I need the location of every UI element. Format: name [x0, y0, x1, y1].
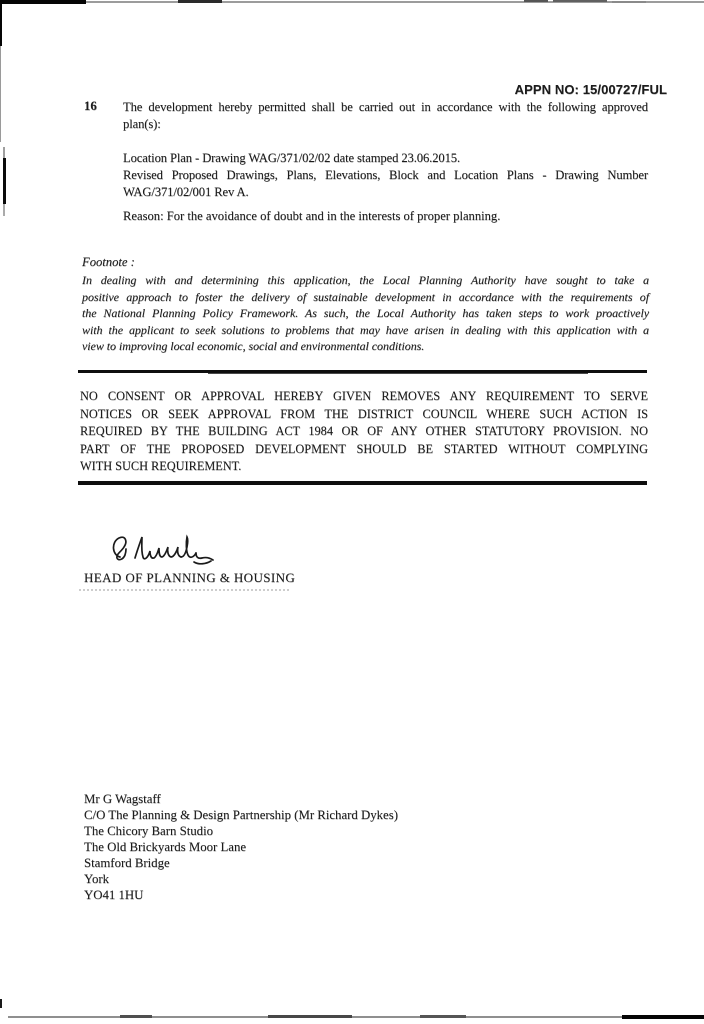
signatory-title: HEAD OF PLANNING & HOUSING — [84, 570, 296, 585]
condition-number: 16 — [84, 99, 97, 113]
footnote-line: with the applicant to seek solutions to problems that may have arisen in dealing with this application with a — [82, 322, 649, 337]
condition-line: The development hereby permitted shall be carried out in accordance with the following approved — [123, 100, 648, 114]
notice-line: REQUIRED BY THE BUILDING ACT 1984 OR OF ANY OTHER STATUTORY PROVISION. NO — [80, 424, 648, 438]
horizontal-rule-top — [78, 370, 647, 373]
recipient-address-block — [84, 791, 398, 903]
horizontal-rule-bottom — [78, 481, 647, 485]
plan-line: Location Plan - Drawing WAG/371/02/02 date stamped 23.06.2015. — [123, 151, 461, 165]
plan-line: WAG/371/02/001 Rev A. — [123, 185, 249, 199]
scan-artifact-bottom-tick — [0, 999, 2, 1008]
address-line: YO41 1HU — [84, 888, 144, 902]
scan-artifact-bottom-smudge — [268, 1015, 352, 1018]
scan-artifact-dotted-line — [79, 589, 289, 591]
condition-paragraph — [123, 99, 648, 133]
footnote-line: view to improving local economic, social and environmental conditions. — [82, 339, 425, 354]
plan-line: Revised Proposed Drawings, Plans, Elevations, Block and Location Plans - Drawing Number — [123, 168, 648, 182]
condition-line: plan(s): — [123, 117, 161, 131]
approved-plans-paragraph — [123, 150, 648, 201]
notice-line: NO CONSENT OR APPROVAL HEREBY GIVEN REMOVES ANY REQUIREMENT TO SERVE — [80, 389, 648, 403]
scan-artifact-top-smudge — [178, 0, 222, 3]
notice-line: PART OF THE PROPOSED DEVELOPMENT SHOULD BE STARTED WITHOUT COMPLYING — [80, 441, 648, 456]
statutory-notice-paragraph — [80, 388, 648, 476]
footnote-paragraph — [82, 272, 649, 355]
notice-line: WITH SUCH REQUIREMENT. — [80, 459, 242, 473]
footnote-line: the National Planning Policy Framework. As such, the Local Authority has taken steps to work proactively — [82, 306, 649, 321]
scan-artifact-left-edge — [0, 0, 2, 46]
address-line: The Chicory Barn Studio — [84, 824, 214, 838]
application-number: APPN NO: 15/00727/FUL — [514, 82, 667, 97]
scan-artifact-bottom-smudge — [420, 1015, 466, 1018]
notice-line: NOTICES OR SEEK APPROVAL FROM THE DISTRICT COUNCIL WHERE SUCH ACTION IS — [80, 406, 648, 421]
footnote-line: In dealing with and determining this application, the Local Planning Authority have sought to take a — [82, 273, 649, 287]
footnote-label: Footnote : — [82, 255, 135, 269]
footnote-line: positive approach to foster the delivery of sustainable development in accordance with the requirements of — [82, 289, 649, 304]
address-line: Mr G Wagstaff — [84, 792, 161, 806]
scan-artifact-top-smudge — [612, 1, 646, 3]
scan-artifact-left-mark — [3, 158, 6, 204]
scan-artifact-left-edge — [0, 46, 1, 142]
scan-artifact-bottom-smudge — [120, 1015, 152, 1018]
scan-artifact-bottom-bar — [622, 1015, 704, 1019]
scan-artifact-left-mark — [3, 147, 5, 158]
scan-artifact-top-smudge — [524, 0, 548, 2]
address-line: C/O The Planning & Design Partnership (Mr Richard Dykes) — [84, 808, 398, 822]
scan-artifact-left-mark — [3, 204, 5, 216]
scan-artifact-top-smudge — [553, 0, 607, 2]
address-line: Stamford Bridge — [84, 856, 170, 870]
signature-handwriting — [106, 533, 218, 569]
address-line: The Old Brickyards Moor Lane — [84, 840, 247, 854]
reason-line: Reason: For the avoidance of doubt and in the interests of proper planning. — [123, 209, 501, 223]
scan-artifact-top-bar — [0, 0, 86, 4]
address-line: York — [84, 872, 110, 886]
